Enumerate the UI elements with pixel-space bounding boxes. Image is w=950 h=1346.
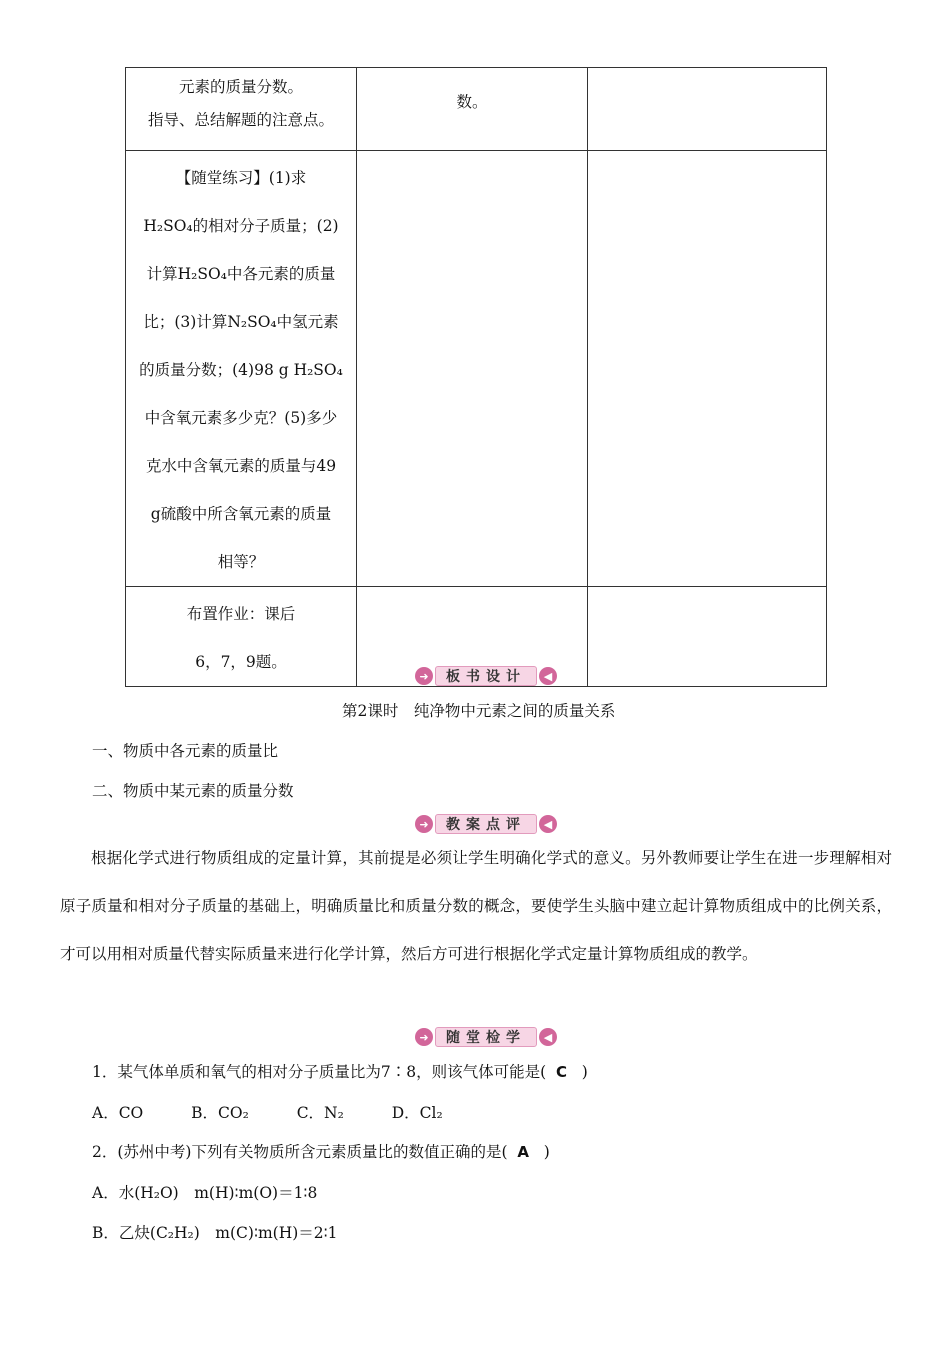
option: D．Cl₂ [391, 1104, 443, 1122]
table-cell [357, 68, 588, 151]
table-row [126, 68, 827, 151]
option: A．CO [92, 1104, 144, 1122]
section-badge-lesson-review [415, 813, 557, 835]
cell-line: 相等？ [217, 553, 265, 571]
question-2-option-b: B．乙炔(C₂H₂) m(C)∶m(H)＝2∶1 [92, 1224, 338, 1242]
arrow-left-icon: ◀ [539, 667, 557, 685]
section-badge-board-design [415, 665, 557, 687]
cell-line: 克水中含氧元素的质量与49 [145, 457, 337, 475]
cell-line: 指导、总结解题的注意点。 [147, 111, 334, 129]
table-cell [588, 68, 827, 151]
cell-line: 【随堂练习】(1)求 [175, 169, 307, 187]
arrow-right-icon: ➜ [415, 1028, 433, 1046]
table-cell [588, 587, 827, 687]
section-title: 板书设计 [435, 666, 537, 686]
arrow-right-icon: ➜ [415, 815, 433, 833]
board-item: 二、物质中某元素的质量分数 [92, 782, 294, 800]
arrow-right-icon: ➜ [415, 667, 433, 685]
question-close: ) [543, 1143, 550, 1161]
cell-line: H₂SO₄的相对分子质量；(2) [143, 217, 339, 235]
question-close: ) [581, 1063, 588, 1081]
question-stem: 1．某气体单质和氧气的相对分子质量比为7∶8，则该气体可能是( [92, 1063, 547, 1081]
section-title: 教案点评 [435, 814, 537, 834]
table-cell [357, 151, 588, 587]
cell-line: 比；(3)计算N₂SO₄中氢元素 [143, 313, 339, 331]
question-answer: C [556, 1063, 568, 1081]
option: B．CO₂ [191, 1104, 249, 1122]
board-title: 第2课时 纯净物中元素之间的质量关系 [342, 702, 616, 720]
cell-text: 数。 [456, 93, 488, 111]
review-paragraph: 根据化学式进行物质组成的定量计算，其前提是必须让学生明确化学式的意义。另外教师要让学生在进一步理解相对原子质量和相对分子质量的基础上，明确质量比和质量分数的概念，要使学生头脑中建立起计算物质组成中的比例关系，才可以用相对质量代替实际质量来进行化学计算，然后方可进行根据化学式定量计算物质组成的教学。 [60, 849, 892, 963]
arrow-left-icon: ◀ [539, 815, 557, 833]
arrow-left-icon: ◀ [539, 1028, 557, 1046]
option: C．N₂ [296, 1104, 344, 1122]
question-1-options [92, 1101, 443, 1123]
cell-line: 计算H₂SO₄中各元素的质量 [146, 265, 336, 283]
cell-line: 中含氧元素多少克？(5)多少 [144, 409, 338, 427]
table-cell [126, 68, 357, 151]
question-1 [92, 1060, 588, 1082]
question-stem: 2．(苏州中考)下列有关物质所含元素质量比的数值正确的是( [92, 1143, 508, 1161]
table-cell [126, 151, 357, 587]
question-2 [92, 1140, 550, 1162]
cell-line: 6，7，9题。 [195, 653, 287, 671]
question-answer: A [517, 1143, 529, 1161]
table-cell [588, 151, 827, 587]
table-row [126, 151, 827, 587]
cell-line: 元素的质量分数。 [178, 78, 303, 96]
cell-line: 布置作业：课后 [186, 605, 296, 623]
section-badge-class-check [415, 1026, 557, 1048]
cell-line: 的质量分数；(4)98 g H₂SO₄ [139, 361, 343, 379]
section-title: 随堂检学 [435, 1027, 537, 1047]
cell-line: g硫酸中所含氧元素的质量 [150, 505, 332, 523]
table-cell [126, 587, 357, 687]
question-2-option-a: A．水(H₂O) m(H)∶m(O)＝1∶8 [92, 1184, 318, 1202]
board-item: 一、物质中各元素的质量比 [92, 742, 279, 760]
lesson-table [125, 67, 827, 687]
